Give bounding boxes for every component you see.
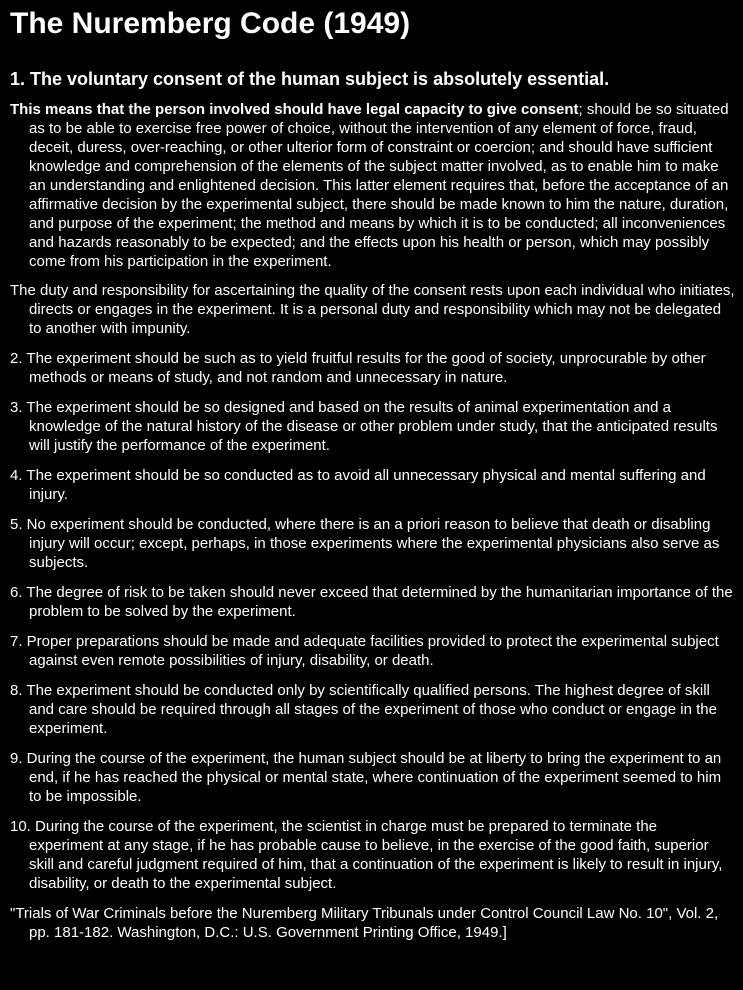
principle-9: 9. During the course of the experiment, the human subject should be at liberty to bring the experiment to an end, if he has reached the physical or mental state, where continuation of the experiment seemed to him to be impossible. — [10, 750, 722, 805]
principle-10: 10. During the course of the experiment, the scientist in charge must be prepared to terminate the experiment at any stage, if he has probable cause to believe, in the exercise of the good faith, superior skill and careful judgment required of him, that a continuation of the experiment is likely to result in injury, disability, or death to the experimental subject. — [10, 818, 723, 892]
principle-2: 2. The experiment should be such as to yield fruitful results for the good of society, unprocurable by other methods or means of study, and not random and unnecessary in nature. — [10, 350, 706, 386]
principle-8: 8. The experiment should be conducted only by scientifically qualified persons. The highest degree of skill and care should be required through all stages of the experiment of those who conduct or engage in the experiment. — [10, 682, 717, 737]
principle-5: 5. No experiment should be conducted, where there is an a priori reason to believe that death or disabling injury will occur; except, perhaps, in those experiments where the experimental physicians also serve as subjects. — [10, 516, 720, 571]
principle-4: 4. The experiment should be so conducted as to avoid all unnecessary physical and mental suffering and injury. — [10, 467, 706, 503]
principle-3: 3. The experiment should be so designed and based on the results of animal experimentation and a knowledge of the natural history of the disease or other problem under study, that the anticipated results will justify the performance of the experiment. — [10, 399, 718, 454]
citation: "Trials of War Criminals before the Nuremberg Military Tribunals under Control Council Law No. 10", Vol. 2, pp. 181-182. Washington, D.C.: U.S. Government Printing Office, 1949.] — [10, 905, 719, 941]
page-title: The Nuremberg Code (1949) — [10, 7, 411, 40]
principle-1-lead-bold: This means that the person involved should have legal capacity to give consent — [10, 101, 579, 118]
principle-7: 7. Proper preparations should be made and adequate facilities provided to protect the experimental subject against even remote possibilities of injury, disability, or death. — [10, 633, 719, 669]
principle-1-paragraph — [10, 100, 735, 271]
principle-1-duty-paragraph: The duty and responsibility for ascertaining the quality of the consent rests upon each individual who initiates, directs or engages in the experiment. It is a personal duty and responsibility which may not be delegated to another with impunity. — [10, 282, 735, 337]
principle-1-lead-rest: ; should be so situated as to be able to exercise free power of choice, without the intervention of any element of force, fraud, deceit, duress, over-reaching, or other ulterior form of constraint or coercion; and should have sufficient knowledge and comprehension of the elements of the subject matter involved, as to enable him to make an understanding and enlightened decision. This latter element requires that, before the acceptance of an affirmative decision by the experimental subject, there should be made known to him the nature, duration, and purpose of the experiment; the method and means by which it is to be conducted; all inconveniences and hazards reasonably to be expected; and the effects upon his health or person, which may possibly come from his participation in the experiment. — [29, 101, 729, 270]
principle-1-heading: 1. The voluntary consent of the human subject is absolutely essential. — [10, 69, 610, 89]
principle-6: 6. The degree of risk to be taken should never exceed that determined by the humanitarian importance of the problem to be solved by the experiment. — [10, 584, 733, 620]
